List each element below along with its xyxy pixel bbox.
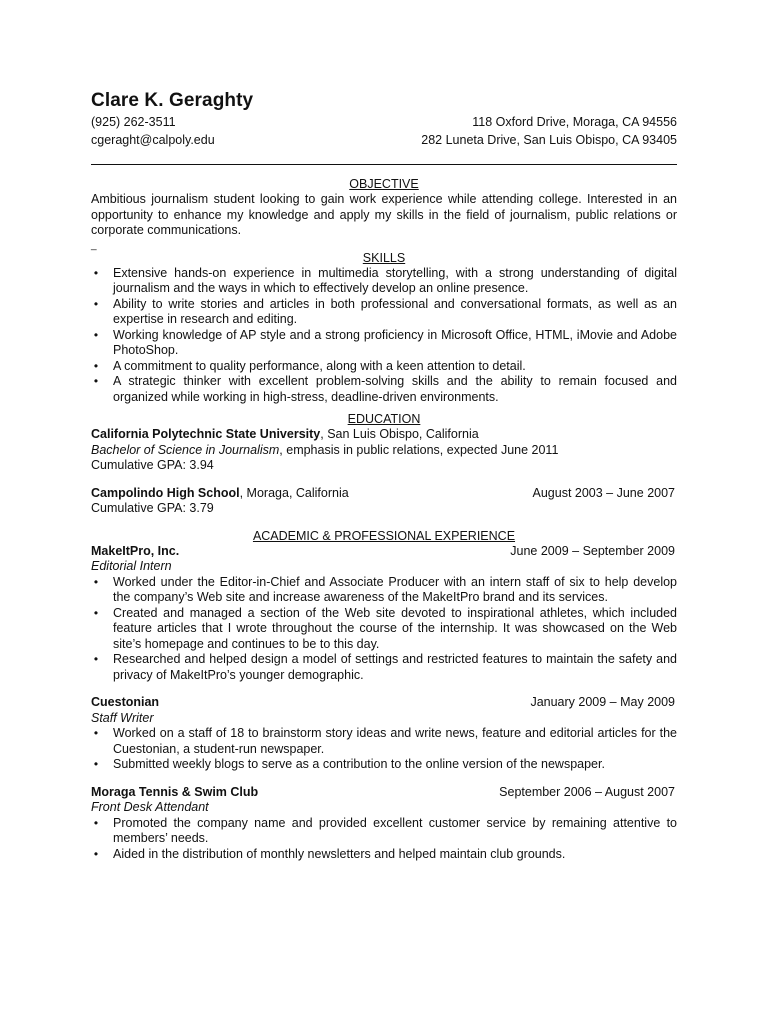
job-org: Moraga Tennis & Swim Club: [91, 784, 259, 799]
job-entry-cuestonian: [91, 695, 677, 773]
skill-item: [91, 328, 677, 359]
job-bullet: [91, 757, 677, 773]
skill-text: Working knowledge of AP style and a strong proficiency in Microsoft Office, HTML, iMovie and Adobe PhotoShop.: [113, 327, 677, 357]
bullet-icon: •: [93, 652, 99, 666]
education-heading: EDUCATION: [347, 412, 421, 426]
email-address: cgeraght@calpoly.edu: [91, 133, 215, 147]
skill-text: A commitment to quality performance, along with a keen attention to detail.: [113, 358, 526, 373]
job-header: [91, 544, 677, 560]
bullet-icon: •: [93, 358, 99, 373]
school-line: [91, 486, 677, 502]
skill-text: Extensive hands-on experience in multimedia storytelling, with a strong understanding of digital journalism and the ways in which to effectively develop an online presence.: [113, 265, 677, 295]
contact-row-2: [91, 131, 677, 149]
bullet-icon: •: [93, 327, 99, 342]
school-name: California Polytechnic State University: [91, 427, 321, 441]
job-dates: June 2009 – September 2009: [510, 543, 675, 558]
job-bullet: [91, 652, 677, 683]
job-bullets: [91, 816, 677, 863]
school-gpa: Cumulative GPA: 3.79: [91, 501, 214, 515]
bullet-icon: •: [93, 846, 99, 861]
job-bullet-text: Worked on a staff of 18 to brainstorm story ideas and write news, feature and editorial articles for the Cuestonian, a student-run newspaper.: [113, 726, 677, 756]
skills-list: [91, 266, 677, 406]
skill-item: [91, 374, 677, 405]
bullet-icon: •: [93, 296, 99, 311]
skill-item: [91, 359, 677, 375]
job-title: Editorial Intern: [91, 559, 172, 573]
job-bullet: [91, 816, 677, 847]
job-bullet-text: Aided in the distribution of monthly newsletters and helped maintain club grounds.: [113, 846, 566, 861]
school-entry-campolindo: [91, 486, 677, 517]
candidate-name: Clare K. Geraghty: [91, 90, 254, 111]
contact-row-1: [91, 113, 677, 131]
job-bullets: [91, 575, 677, 684]
job-title: Front Desk Attendant: [91, 800, 209, 814]
job-entry-makeitpro: [91, 544, 677, 684]
job-entry-moraga-tennis: [91, 785, 677, 863]
job-header: [91, 695, 677, 711]
header-divider: [91, 164, 677, 165]
school-location: , Moraga, California: [239, 485, 349, 500]
school-dates: August 2003 – June 2007: [532, 485, 675, 500]
home-address: 118 Oxford Drive, Moraga, CA 94556: [472, 115, 677, 129]
job-header: [91, 785, 677, 801]
job-org: Cuestonian: [91, 695, 160, 709]
job-bullet: [91, 847, 677, 863]
school-entry-calpoly: [91, 427, 677, 474]
skill-item: [91, 266, 677, 297]
job-dates: January 2009 – May 2009: [530, 695, 675, 709]
job-dates: September 2006 – August 2007: [499, 784, 675, 799]
objective-heading: OBJECTIVE: [349, 177, 419, 191]
job-bullet-text: Submitted weekly blogs to serve as a contribution to the online version of the newspaper.: [113, 757, 605, 771]
degree-line: [91, 443, 677, 459]
bullet-icon: •: [93, 605, 99, 620]
bullet-icon: •: [93, 726, 99, 740]
job-bullet: [91, 606, 677, 653]
job-org: MakeItPro, Inc.: [91, 543, 180, 558]
job-title: Staff Writer: [91, 710, 154, 725]
job-bullet-text: Created and managed a section of the Web site devoted to inspirational athletes, which included feature articles that I wrote throughout the course of the internship. It was showcased on the Web site’s homepage and continues to be to this day.: [113, 605, 677, 651]
experience-heading: ACADEMIC & PROFESSIONAL EXPERIENCE: [252, 528, 516, 543]
resume-sheet: [91, 89, 677, 862]
job-bullet: [91, 575, 677, 606]
job-bullet-text: Researched and helped design a model of settings and restricted features to maintain the safety and privacy of MakeItPro’s younger demographic.: [113, 652, 677, 682]
school-name: Campolindo High School: [91, 485, 240, 500]
skills-heading: SKILLS: [362, 250, 406, 265]
job-bullet: [91, 726, 677, 757]
degree-detail: , emphasis in public relations, expected June 2011: [279, 442, 559, 457]
bullet-icon: •: [93, 374, 99, 388]
stray-underscore-mark: _: [91, 239, 97, 251]
school-line: [91, 427, 677, 443]
job-bullet-text: Promoted the company name and provided excellent customer service by remaining attentive to members’ needs.: [113, 815, 677, 845]
phone-number: (925) 262-3511: [91, 115, 176, 129]
objective-text: Ambitious journalism student looking to gain work experience while attending college. Interested in an opportunity to enhance my knowledge and apply my skills in the field of journalism, public relations or corporate communications.: [91, 192, 677, 237]
skill-text: A strategic thinker with excellent problem-solving skills and the ability to remain focused and organized while working in high-stress, deadline-driven environments.: [113, 374, 677, 404]
bullet-icon: •: [93, 574, 99, 589]
school-location: , San Luis Obispo, California: [320, 427, 479, 441]
bullet-icon: •: [93, 265, 99, 280]
job-bullets: [91, 726, 677, 773]
bullet-icon: •: [93, 757, 99, 771]
degree-name: Bachelor of Science in Journalism: [91, 442, 280, 457]
school-address: 282 Luneta Drive, San Luis Obispo, CA 93405: [421, 133, 677, 147]
job-bullet-text: Worked under the Editor-in-Chief and Associate Producer with an intern staff of six to help develop the company’s Web site and increase awareness of the MakeItPro brand and its services.: [113, 574, 677, 604]
skill-item: [91, 297, 677, 328]
skill-text: Ability to write stories and articles in both professional and conversational formats, as well as an expertise in research and editing.: [113, 296, 677, 326]
school-gpa: Cumulative GPA: 3.94: [91, 458, 214, 472]
bullet-icon: •: [93, 815, 99, 830]
